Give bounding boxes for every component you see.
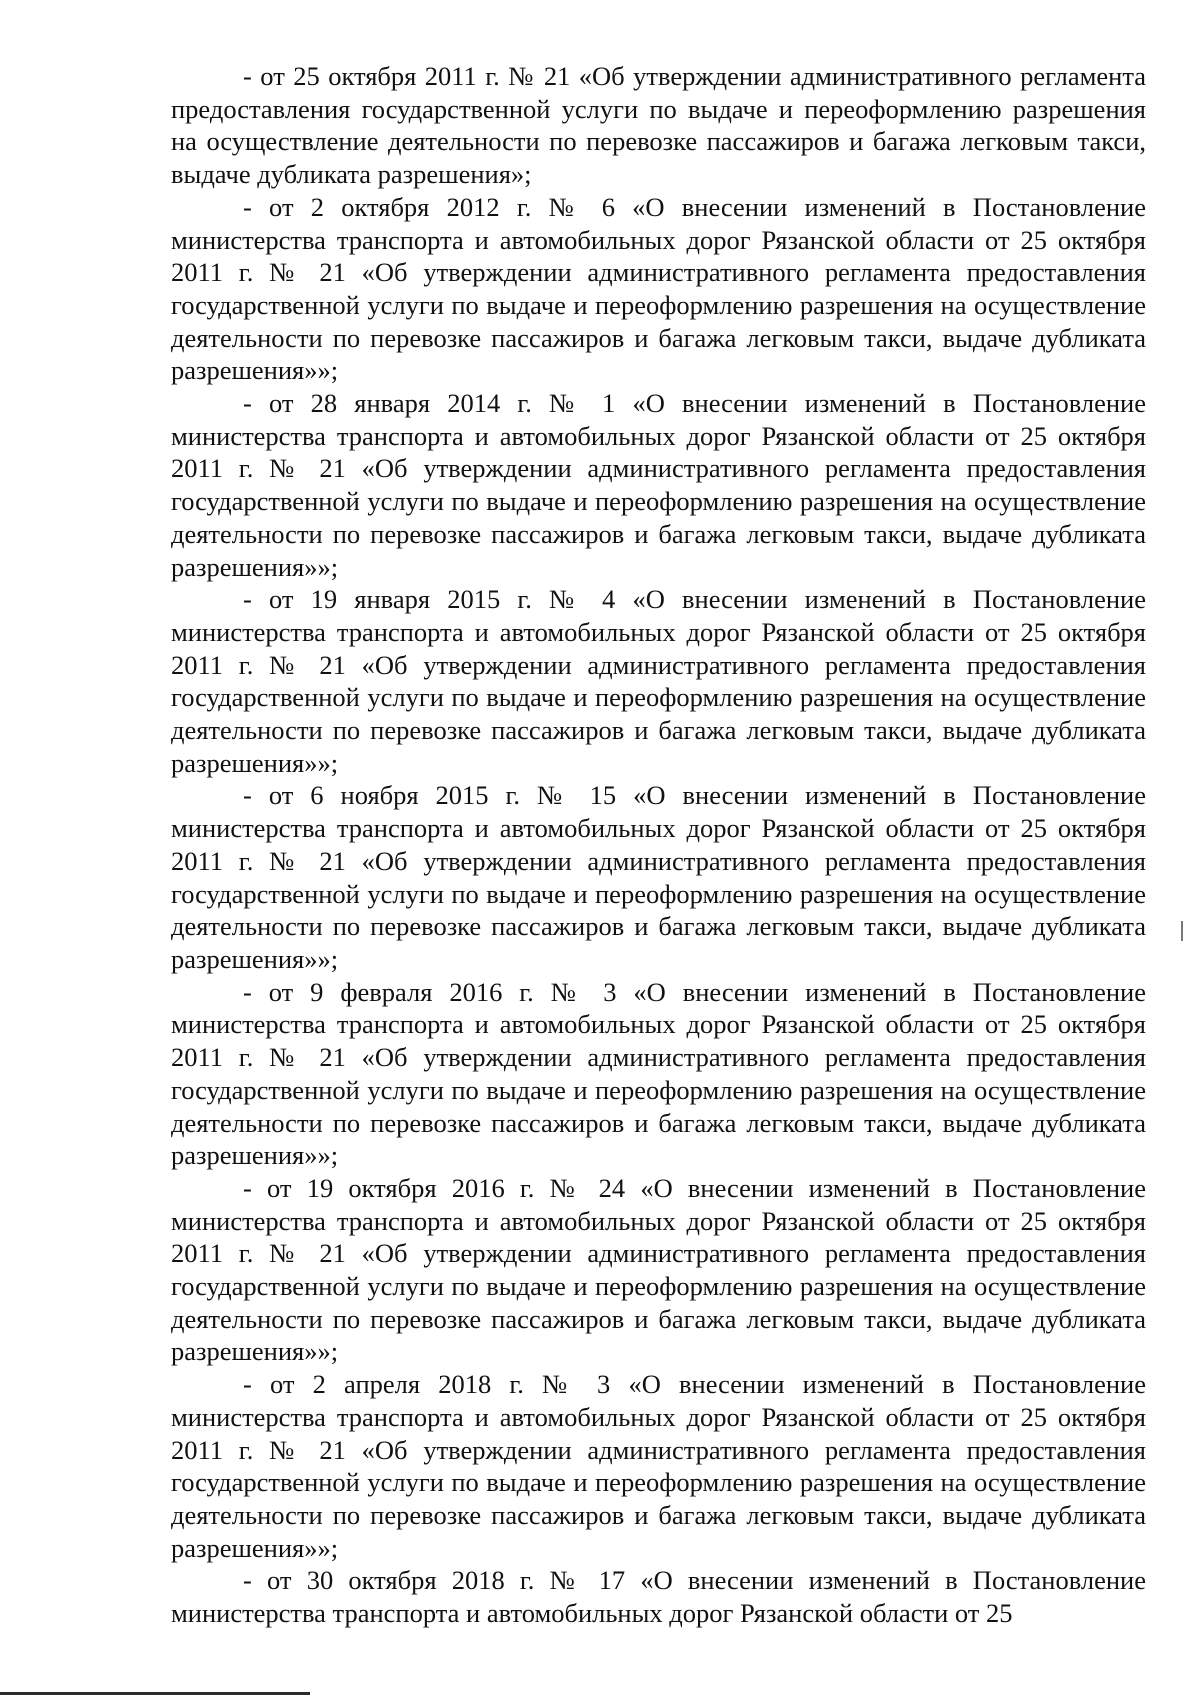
paragraph-5: - от 6 ноября 2015 г. № 15 «О внесении изменений в Постановление министерства транспорта и автомобильных дорог Рязанской области от 25 октября 2011 г. № 21 «Об утверждении административного регламента предоставления государственной услуги по выдаче и переоформлению разрешения на осуществление деятельности по перевозке пассажиров и багажа легковым такси, выдаче дубликата разрешения»»; [171,780,1146,974]
paragraph-4: - от 19 января 2015 г. № 4 «О внесении изменений в Постановление министерства транспорта и автомобильных дорог Рязанской области от 25 октября 2011 г. № 21 «Об утверждении административного регламента предоставления государственной услуги по выдаче и переоформлению разрешения на осуществление деятельности по перевозке пассажиров и багажа легковым такси, выдаче дубликата разрешения»»; [171,584,1146,778]
margin-scan-mark [1181,921,1183,941]
paragraph-1: - от 25 октября 2011 г. № 21 «Об утверждении административного регламента предоставления государственной услуги по выдаче и переоформлению разрешения на осуществление деятельности по перевозке пассажиров и багажа легковым такси, выдаче дубликата разрешения»; [171,61,1146,190]
paragraph-8: - от 2 апреля 2018 г. № 3 «О внесении изменений в Постановление министерства транспорта и автомобильных дорог Рязанской области от 25 октября 2011 г. № 21 «Об утверждении административного регламента предоставления государственной услуги по выдаче и переоформлению разрешения на осуществление деятельности по перевозке пассажиров и багажа легковым такси, выдаче дубликата разрешения»»; [171,1369,1146,1563]
paragraph-2: - от 2 октября 2012 г. № 6 «О внесении изменений в Постановление министерства транспорта и автомобильных дорог Рязанской области от 25 октября 2011 г. № 21 «Об утверждении административного регламента предоставления государственной услуги по выдаче и переоформлению разрешения на осуществление деятельности по перевозке пассажиров и багажа легковым такси, выдаче дубликата разрешения»»; [171,191,1146,386]
paragraph-6: - от 9 февраля 2016 г. № 3 «О внесении изменений в Постановление министерства транспорта и автомобильных дорог Рязанской области от 25 октября 2011 г. № 21 «Об утверждении административного регламента предоставления государственной услуги по выдаче и переоформлению разрешения на осуществление деятельности по перевозке пассажиров и багажа легковым такси, выдаче дубликата разрешения»»; [171,976,1146,1171]
paragraph-9: - от 30 октября 2018 г. № 17 «О внесении изменений в Постановление министерства транспорта и автомобильных дорог Рязанской области от 25 [171,1565,1146,1629]
paragraph-3: - от 28 января 2014 г. № 1 «О внесении изменений в Постановление министерства транспорта и автомобильных дорог Рязанской области от 25 октября 2011 г. № 21 «Об утверждении административного регламента предоставления государственной услуги по выдаче и переоформлению разрешения на осуществление деятельности по перевозке пассажиров и багажа легковым такси, выдаче дубликата разрешения»»; [171,388,1146,582]
bottom-rule [0,1692,310,1695]
paragraph-7: - от 19 октября 2016 г. № 24 «О внесении изменений в Постановление министерства транспорта и автомобильных дорог Рязанской области от 25 октября 2011 г. № 21 «Об утверждении административного регламента предоставления государственной услуги по выдаче и переоформлению разрешения на осуществление деятельности по перевозке пассажиров и багажа легковым такси, выдаче дубликата разрешения»»; [171,1172,1146,1367]
document-body [171,60,1146,1630]
